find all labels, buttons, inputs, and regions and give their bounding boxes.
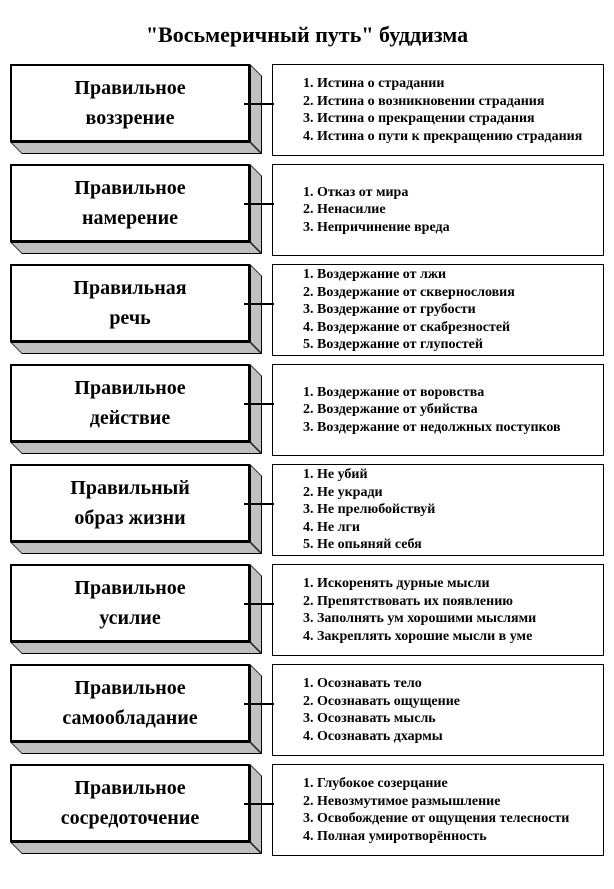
list-item: 1. Глубокое созерцание	[317, 775, 569, 793]
step-box	[10, 664, 250, 742]
path-row	[10, 364, 604, 456]
box-shadow-right	[250, 164, 262, 254]
list-item: 2. Осознавать ощущение	[317, 693, 460, 711]
step-box	[10, 364, 250, 442]
list-item: 2. Не укради	[317, 484, 435, 502]
list-item: 1. Отказ от мира	[317, 184, 450, 202]
list-item: 3. Воздержание от недолжных поступков	[317, 419, 561, 437]
box-shadow-right	[250, 664, 262, 754]
details-list	[273, 466, 439, 554]
step-face	[10, 164, 250, 242]
path-row	[10, 564, 604, 656]
list-item: 3. Осознавать мысль	[317, 710, 460, 728]
list-item: 4. Закреплять хорошие мысли в уме	[317, 628, 536, 646]
list-item: 2. Истина о возникновении страдания	[317, 93, 582, 111]
list-item: 5. Не опьяняй себя	[317, 536, 435, 554]
step-face	[10, 364, 250, 442]
step-label-line-1: Правильное	[74, 177, 186, 199]
list-item: 1. Не убий	[317, 466, 435, 484]
box-shadow-bottom	[10, 542, 262, 554]
box-shadow-right	[250, 464, 262, 554]
connector-line	[244, 603, 274, 605]
step-label-line-2: сосредоточение	[60, 807, 200, 829]
list-item: 1. Осознавать тело	[317, 675, 460, 693]
step-label-line-2: воззрение	[85, 107, 175, 129]
list-item: 4. Не лги	[317, 519, 435, 537]
path-row	[10, 264, 604, 356]
list-item: 2. Невозмутимое размышление	[317, 793, 569, 811]
box-shadow-right	[250, 64, 262, 154]
list-item: 2. Воздержание от сквернословия	[317, 284, 515, 302]
step-box	[10, 64, 250, 142]
path-rows-container	[0, 64, 614, 856]
list-item: 3. Освобождение от ощущения телесности	[317, 810, 569, 828]
path-row	[10, 764, 604, 856]
diagram-title: "Восьмеричный путь" буддизма	[145, 22, 469, 47]
step-label-line-2: усилие	[99, 607, 161, 629]
step-box	[10, 764, 250, 842]
step-face	[10, 564, 250, 642]
list-item: 1. Истина о страдании	[317, 75, 582, 93]
box-shadow-bottom	[10, 342, 262, 354]
box-shadow-right	[250, 264, 262, 354]
details-list	[273, 775, 573, 845]
box-shadow-right	[250, 564, 262, 654]
list-item: 3. Воздержание от грубости	[317, 301, 515, 319]
step-details-box	[272, 64, 604, 156]
step-box	[10, 464, 250, 542]
box-shadow-bottom	[10, 742, 262, 754]
connector-line	[244, 703, 274, 705]
list-item: 1. Воздержание от лжи	[317, 266, 515, 284]
connector-line	[244, 203, 274, 205]
step-label-line-2: намерение	[82, 207, 178, 229]
list-item: 3. Истина о прекращении страдания	[317, 110, 582, 128]
details-list	[273, 266, 519, 354]
step-label-line-1: Правильное	[74, 777, 186, 799]
step-details-box	[272, 564, 604, 656]
details-list	[273, 575, 540, 645]
step-details-box	[272, 464, 604, 556]
connector-line	[244, 103, 274, 105]
list-item: 2. Воздержание от убийства	[317, 401, 561, 419]
step-face	[10, 264, 250, 342]
step-details-box	[272, 264, 604, 356]
list-item: 1. Воздержание от воровства	[317, 384, 561, 402]
path-row	[10, 464, 604, 556]
step-details-box	[272, 764, 604, 856]
step-label-line-1: Правильное	[74, 577, 186, 599]
box-shadow-bottom	[10, 842, 262, 854]
path-row	[10, 64, 604, 156]
step-label-line-2: образ жизни	[74, 507, 186, 529]
connector-line	[244, 503, 274, 505]
step-face	[10, 764, 250, 842]
list-item: 4. Полная умиротворённость	[317, 828, 569, 846]
list-item: 3. Не прелюбойствуй	[317, 501, 435, 519]
list-item: 3. Заполнять ум хорошими мыслями	[317, 610, 536, 628]
step-label-line-1: Правильное	[74, 77, 186, 99]
list-item: 3. Непричинение вреда	[317, 219, 450, 237]
list-item: 4. Осознавать дхармы	[317, 728, 460, 746]
step-box	[10, 564, 250, 642]
list-item: 5. Воздержание от глупостей	[317, 336, 515, 354]
connector-line	[244, 403, 274, 405]
step-face	[10, 464, 250, 542]
connector-line	[244, 803, 274, 805]
list-item: 4. Воздержание от скабрезностей	[317, 319, 515, 337]
list-item: 1. Искоренять дурные мысли	[317, 575, 536, 593]
step-details-box	[272, 664, 604, 756]
step-box	[10, 264, 250, 342]
path-row	[10, 164, 604, 256]
step-label-line-2: действие	[89, 407, 171, 429]
path-row	[10, 664, 604, 756]
box-shadow-bottom	[10, 442, 262, 454]
box-shadow-bottom	[10, 242, 262, 254]
list-item: 4. Истина о пути к прекращению страдания	[317, 128, 582, 146]
step-label-line-2: речь	[109, 307, 151, 329]
step-label-line-1: Правильное	[74, 677, 186, 699]
step-face	[10, 64, 250, 142]
step-face	[10, 664, 250, 742]
step-details-box	[272, 164, 604, 256]
list-item: 2. Ненасилие	[317, 201, 450, 219]
box-shadow-bottom	[10, 642, 262, 654]
step-details-box	[272, 364, 604, 456]
connector-line	[244, 303, 274, 305]
step-label-line-1: Правильное	[74, 377, 186, 399]
step-label-line-2: самообладание	[62, 707, 198, 729]
step-label-line-1: Правильная	[73, 277, 187, 299]
box-shadow-right	[250, 764, 262, 854]
step-label-line-1: Правильный	[70, 477, 190, 499]
box-shadow-right	[250, 364, 262, 454]
details-list	[273, 75, 586, 145]
box-shadow-bottom	[10, 142, 262, 154]
list-item: 2. Препятствовать их появлению	[317, 593, 536, 611]
details-list	[273, 675, 464, 745]
details-list	[273, 184, 454, 237]
step-box	[10, 164, 250, 242]
details-list	[273, 384, 565, 437]
